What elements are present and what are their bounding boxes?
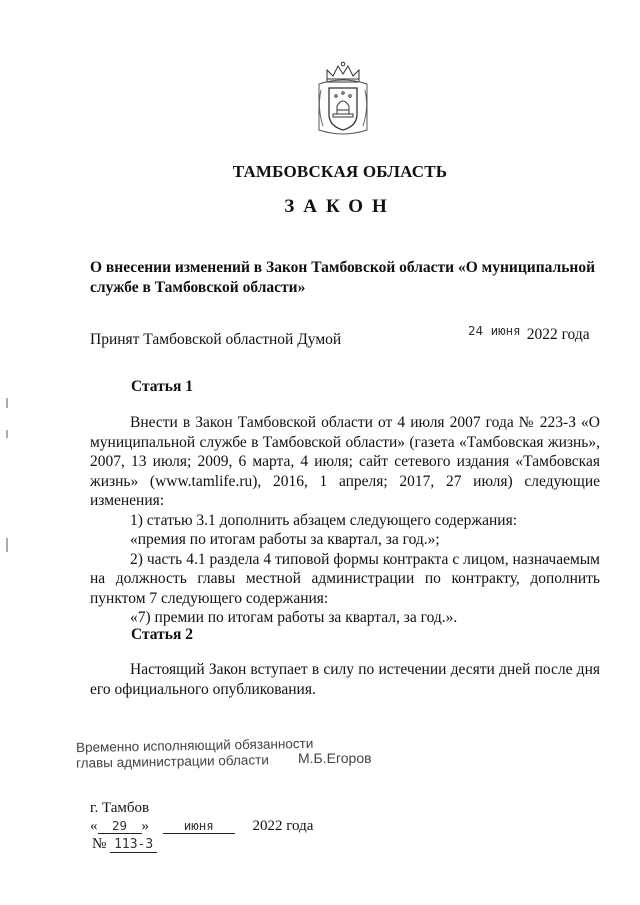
adoption-handwritten-date: 24 июня [468,323,521,338]
article-1-item-1-text: «премия по итогам работы за квартал, за год.»; [130,531,440,548]
margin-scan-mark [6,430,8,438]
article-2-text: Настоящий Закон вступает в силу по истечении десяти дней после дня его официального опубликования. [90,661,600,698]
signing-day: 29 [98,818,142,834]
law-subject: О внесении изменений в Закон Тамбовской области «О муниципальной службе в Тамбовской области» [90,259,596,296]
margin-scan-mark [6,398,8,408]
signatory-position-line-2: главы администрации области [75,752,269,771]
date-close-quote: » [141,818,149,834]
document-type-title: ЗАКОН [284,196,396,217]
law-number [92,836,157,853]
law-number-value: 113-З [110,837,157,853]
article-1-item-2: 2) часть 4.1 раздела 4 типовой формы контракта с лицом, назначаемым на должность главы местной администрации по контракту, дополнить пунктом 7 следующего содержания: [90,550,600,607]
signing-date [90,818,313,835]
region-title: ТАМБОВСКАЯ ОБЛАСТЬ [232,162,448,181]
date-open-quote: « [90,818,98,834]
article-2-title: Статья 2 [131,626,193,643]
adoption-year: 2022 года [526,326,590,343]
tambov-coat-of-arms-icon [313,60,373,140]
article-1-title: Статья 1 [131,378,193,395]
signatory-position-line-1: Временно исполняющий обязанности [75,735,314,756]
margin-scan-mark [6,538,8,552]
article-1-item-2-text: «7) премии по итогам работы за квартал, за год.». [130,609,458,626]
signing-month: июня [163,818,235,834]
article-1-body [90,413,600,628]
article-1-intro: Внести в Закон Тамбовской области от 4 июля 2007 года № 223-З «О муниципальной службе в Тамбовской области» (газета «Тамбовская жизнь», 2007, 13 июля; 2009, 6 марта, 4 июля; сайт сетевого издания «Тамбовская жизнь» (www.tamlife.ru), 2016, 1 апреля; 2017, 27 июля) следующие изменения: [90,414,600,509]
adoption-statement: Принят Тамбовской областной Думой [90,331,342,348]
article-2-body [90,660,600,699]
signing-year: 2022 года [252,818,314,834]
signatory-name: М.Б.Егоров [298,750,372,766]
adoption-date [468,323,590,344]
article-1-item-1: 1) статью 3.1 дополнить абзацем следующего содержания: [130,511,518,529]
law-number-label: № [92,836,107,852]
place-of-signing: г. Тамбов [90,800,150,816]
